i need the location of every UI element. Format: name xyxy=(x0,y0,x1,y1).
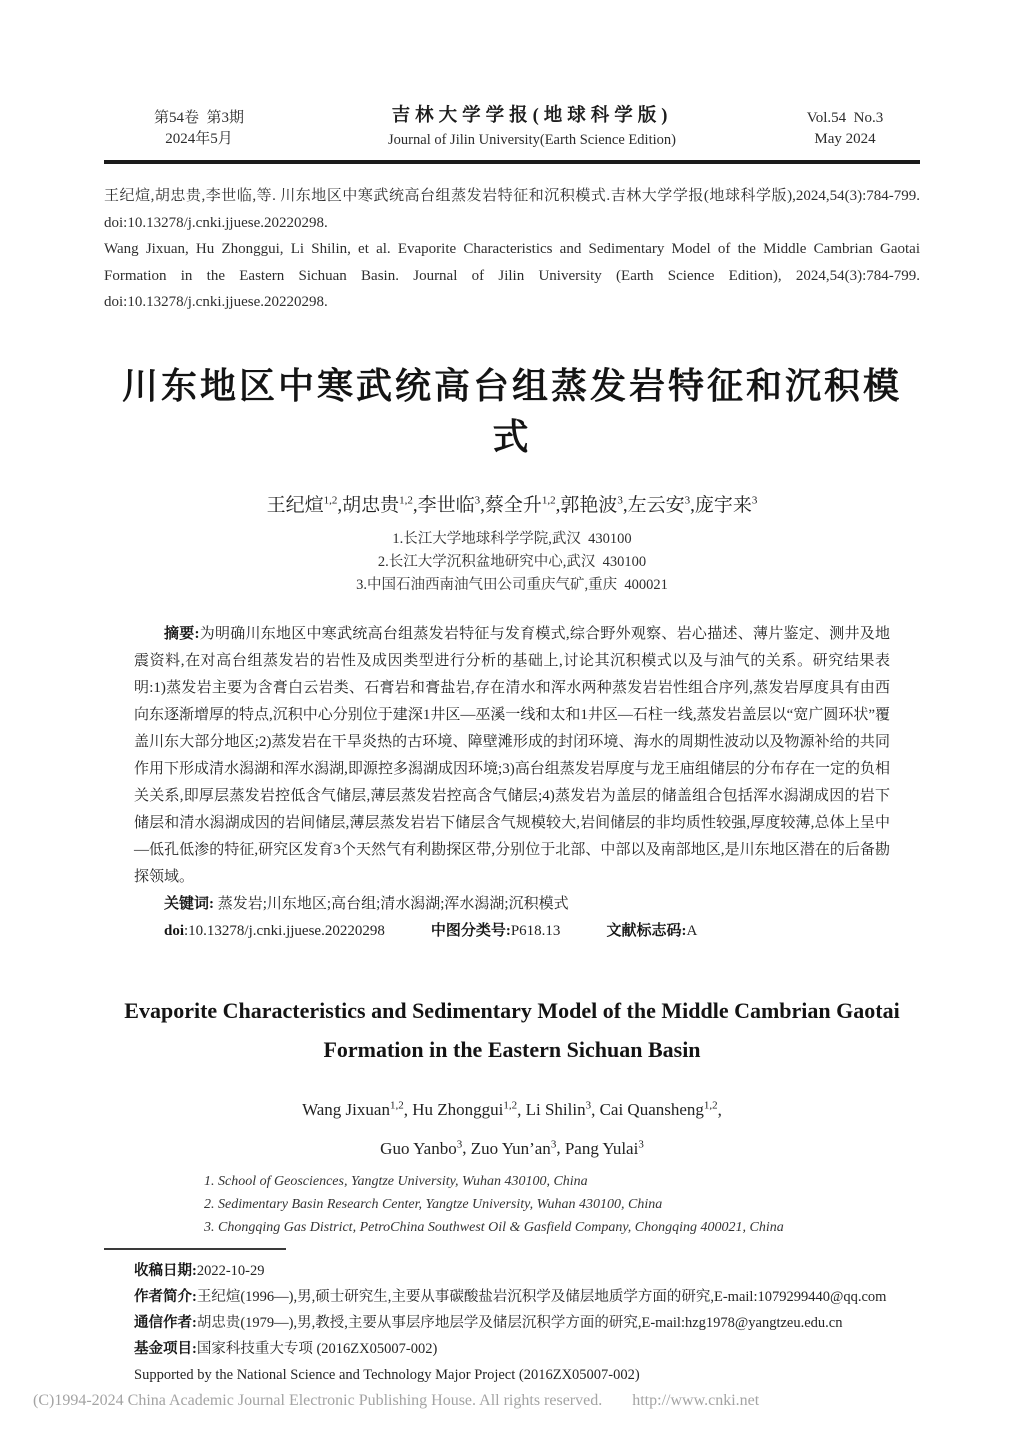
keywords-label: 关键词: xyxy=(164,895,214,912)
affiliation-en: 2. Sedimentary Basin Research Center, Yangtze University, Wuhan 430100, China xyxy=(204,1196,663,1212)
author-name: Cai Quansheng$^{1,2}$ xyxy=(599,1099,718,1120)
affiliation-cn: 1.长江大学地球科学学院,武汉 430100 xyxy=(392,530,632,547)
author-affiliation-sup: 3 xyxy=(550,1138,557,1151)
fund-line-en: Supported by the National Science and Technology Major Project (2016ZX05007-002) xyxy=(134,1366,640,1383)
author-name: 蔡全升$^{1,2}$ xyxy=(484,494,556,516)
journal-issue-block-en xyxy=(770,108,920,150)
author-line: 王纪煊$^{1,2}$,胡忠贵$^{1,2}$,李世临$^3$,蔡全升$^{1,2}$,郭艳波$^3$,左云安$^3$,庞宇来$^3$ xyxy=(266,494,758,516)
author-name: Li Shilin$^3$ xyxy=(525,1099,592,1120)
authors-en xyxy=(104,1089,920,1166)
fund-line xyxy=(134,1336,922,1362)
abstract-label: 摘要: xyxy=(164,625,200,642)
journal-header xyxy=(104,106,920,151)
doi-value: :10.13278/j.cnki.jjuese.20220298 xyxy=(184,922,385,939)
document-code-item xyxy=(606,923,697,939)
meta-line xyxy=(134,918,890,945)
footnotes-section xyxy=(134,1258,922,1388)
author-name: 庞宇来$^3$ xyxy=(694,494,758,516)
affiliation-en: 3. Chongqing Gas District, PetroChina Southwest Oil & Gasfield Company, Chongqing 400021, China xyxy=(204,1219,784,1235)
author-affiliation-sup: 3 xyxy=(474,494,481,507)
author-affiliation-sup: 1,2 xyxy=(541,494,556,507)
header-divider xyxy=(104,160,920,164)
author-name: 王纪煊$^{1,2}$ xyxy=(266,494,338,516)
clc-label: 中图分类号: xyxy=(430,922,511,939)
author-name: Pang Yulai$^3$ xyxy=(564,1138,644,1158)
affiliation-cn: 2.长江大学沉积盆地研究中心,武汉 430100 xyxy=(377,553,647,570)
journal-name-block xyxy=(294,106,770,151)
corresponding-author-text: 胡忠贵(1979—),男,教授,主要从事层序地层学及储层沉积学方面的研究,E-mail:hzg1978@yangtzeu.edu.cn xyxy=(196,1314,843,1331)
volume-issue-cn: 第54卷 第3期 xyxy=(153,109,244,126)
clc-value: P618.13 xyxy=(510,922,561,939)
author-affiliation-sup: 3 xyxy=(638,1138,644,1151)
abstract-section xyxy=(134,621,890,945)
author-affiliation-sup: 3 xyxy=(617,494,623,507)
author-affiliation-sup: 1,2 xyxy=(389,1099,404,1112)
author-line: Wang Jixuan$^{1,2}$, Hu Zhonggui$^{1,2}$, Li Shilin$^3$, Cai Quansheng$^{1,2}$, xyxy=(302,1099,722,1120)
affiliations-en xyxy=(104,1170,920,1239)
received-date-label: 收稿日期: xyxy=(134,1262,197,1279)
received-date-line xyxy=(134,1258,922,1284)
keywords-text: 蒸发岩;川东地区;高台组;清水潟湖;浑水潟湖;沉积模式 xyxy=(217,895,569,912)
author-affiliation-sup: 1,2 xyxy=(323,494,338,507)
author-name: 李世临$^3$ xyxy=(417,494,481,516)
author-affiliation-sup: 3 xyxy=(456,1138,463,1151)
author-name: 郭艳波$^3$ xyxy=(560,494,623,516)
author-name: Zuo $Yun’an^3$ xyxy=(470,1138,557,1158)
author-bio-text: 王纪煊(1996—),男,硕士研究生,主要从事碳酸盐岩沉积学及储层地质学方面的研究,E-mail:1079299440@qq.com xyxy=(196,1288,887,1305)
journal-issue-block-cn xyxy=(104,108,294,150)
author-affiliation-sup: 1,2 xyxy=(399,494,413,507)
cnki-url: http://www.cnki.net xyxy=(632,1392,760,1409)
author-affiliation-sup: 3 xyxy=(751,494,758,507)
date-cn: 2024年5月 xyxy=(165,130,233,147)
affiliation-en: 1. School of Geosciences, Yangtze University, Wuhan 430100, China xyxy=(204,1173,588,1189)
document-code-value: A xyxy=(686,922,698,939)
author-bio-label: 作者简介: xyxy=(134,1288,197,1305)
author-affiliation-sup: 3 xyxy=(684,494,691,507)
journal-name-en: Journal of Jilin University(Earth Science Edition) xyxy=(388,132,676,148)
author-name: 胡忠贵$^{1,2}$ xyxy=(342,494,413,516)
citation-cn: 王纪煊,胡忠贵,李世临,等. 川东地区中寒武统高台组蒸发岩特征和沉积模式.吉林大学学报(地球科学版),2024,54(3):784-799. doi:10.13278/j.cnki.jjuese.20220298. xyxy=(104,188,920,231)
author-affiliation-sup: 1,2 xyxy=(503,1099,518,1112)
copyright-text: (C)1994-2024 China Academic Journal Electronic Publishing House. All rights reserved. xyxy=(33,1392,603,1409)
volume-issue-en: Vol.54 No.3 xyxy=(806,109,884,126)
abstract-text: 为明确川东地区中寒武统高台组蒸发岩特征与发育模式,综合野外观察、岩心描述、薄片鉴定、测井及地震资料,在对高台组蒸发岩的岩性及成因类型进行分析的基础上,讨论其沉积模式以及与油气的关系。研究结果表明:1)蒸发岩主要为含膏白云岩类、石膏岩和膏盐岩,存在清水和浑水两种蒸发岩岩性组合序列,蒸发岩厚度具有由西向东逐渐增厚的特点,沉积中心分别位于建深1井区—巫溪一线和太和1井区—石柱一线,蒸发岩盖层以“宽广圆环状”覆盖川东大部分地区;2)蒸发岩在干旱炎热的古环境、障壁滩形成的封闭环境、海水的周期性波动以及物源补给的共同作用下形成清水潟湖和浑水潟湖,即源控多潟湖成因环境;3)高台组蒸发岩厚度与龙王庙组储层的分布存在一定的负相关关系,即厚层蒸发岩控低含气储层,薄层蒸发岩控高含气储层;4)蒸发岩为盖层的储盖组合包括浑水潟湖成因的岩下储层和清水潟湖成因的岩间储层,薄层蒸发岩岩下储层含气规模较大,岩间储层的非均质性较强,厚度较薄,总体上呈中—低孔低渗的特征,研究区发育3个天然气有利勘探区带,分别位于北部、中部以及南部地区,是川东地区潜在的后备勘探领域。 xyxy=(134,625,890,885)
fund-text: 国家科技重大专项 (2016ZX05007-002) xyxy=(196,1340,438,1357)
corresponding-author-label: 通信作者: xyxy=(134,1314,197,1331)
author-affiliation-sup: 3 xyxy=(585,1099,592,1112)
keywords-line xyxy=(134,891,890,918)
copyright-banner xyxy=(33,1392,759,1410)
author-name: Hu Zhonggui$^{1,2}$ xyxy=(412,1099,518,1120)
author-name: 左云安$^3$ xyxy=(627,494,691,516)
footnote-divider xyxy=(104,1248,286,1250)
author-name: Wang Jixuan$^{1,2}$ xyxy=(302,1099,404,1120)
author-affiliation-sup: 1,2 xyxy=(703,1099,718,1112)
affiliations-cn xyxy=(104,528,920,597)
citation-en: Wang Jixuan, Hu Zhonggui, Li Shilin, et al. Evaporite Characteristics and Sedimentary Model of the Middle Cambrian Gaotai Formation in the Eastern Sichuan Basin. Journal of Jilin University (Earth Science Edition), 2024,54(3):784-799. doi:10.13278/j.cnki.jjuese.20220298. xyxy=(104,241,920,310)
citation-block xyxy=(104,183,920,316)
document-code-label: 文献标志码: xyxy=(606,922,687,939)
doi-label: doi xyxy=(164,922,185,939)
authors-cn xyxy=(104,490,920,517)
author-bio-line xyxy=(134,1284,922,1310)
date-en: May 2024 xyxy=(814,130,876,147)
corresponding-author-line xyxy=(134,1310,922,1336)
affiliation-cn: 3.中国石油西南油气田公司重庆气矿,重庆 400021 xyxy=(356,576,668,593)
author-line: Guo Yanbo$^3$, Zuo $Yun’an^3$, Pang Yulai$^3$ xyxy=(380,1138,644,1158)
article-title-en: Evaporite Characteristics and Sedimentary Model of the Middle Cambrian Gaotai Formation in the Eastern Sichuan Basin xyxy=(124,997,900,1062)
clc-item xyxy=(431,923,561,939)
doi-item xyxy=(164,923,385,939)
article-title-cn: 川东地区中寒武统高台组蒸发岩特征和沉积模式 xyxy=(121,365,902,457)
journal-name-cn: 吉林大学学报(地球科学版) xyxy=(391,106,673,126)
abstract-paragraph xyxy=(134,621,890,891)
received-date-value: 2022-10-29 xyxy=(196,1262,265,1279)
author-name: Guo Yanbo$^3$ xyxy=(380,1138,463,1158)
fund-label: 基金项目: xyxy=(134,1340,197,1357)
